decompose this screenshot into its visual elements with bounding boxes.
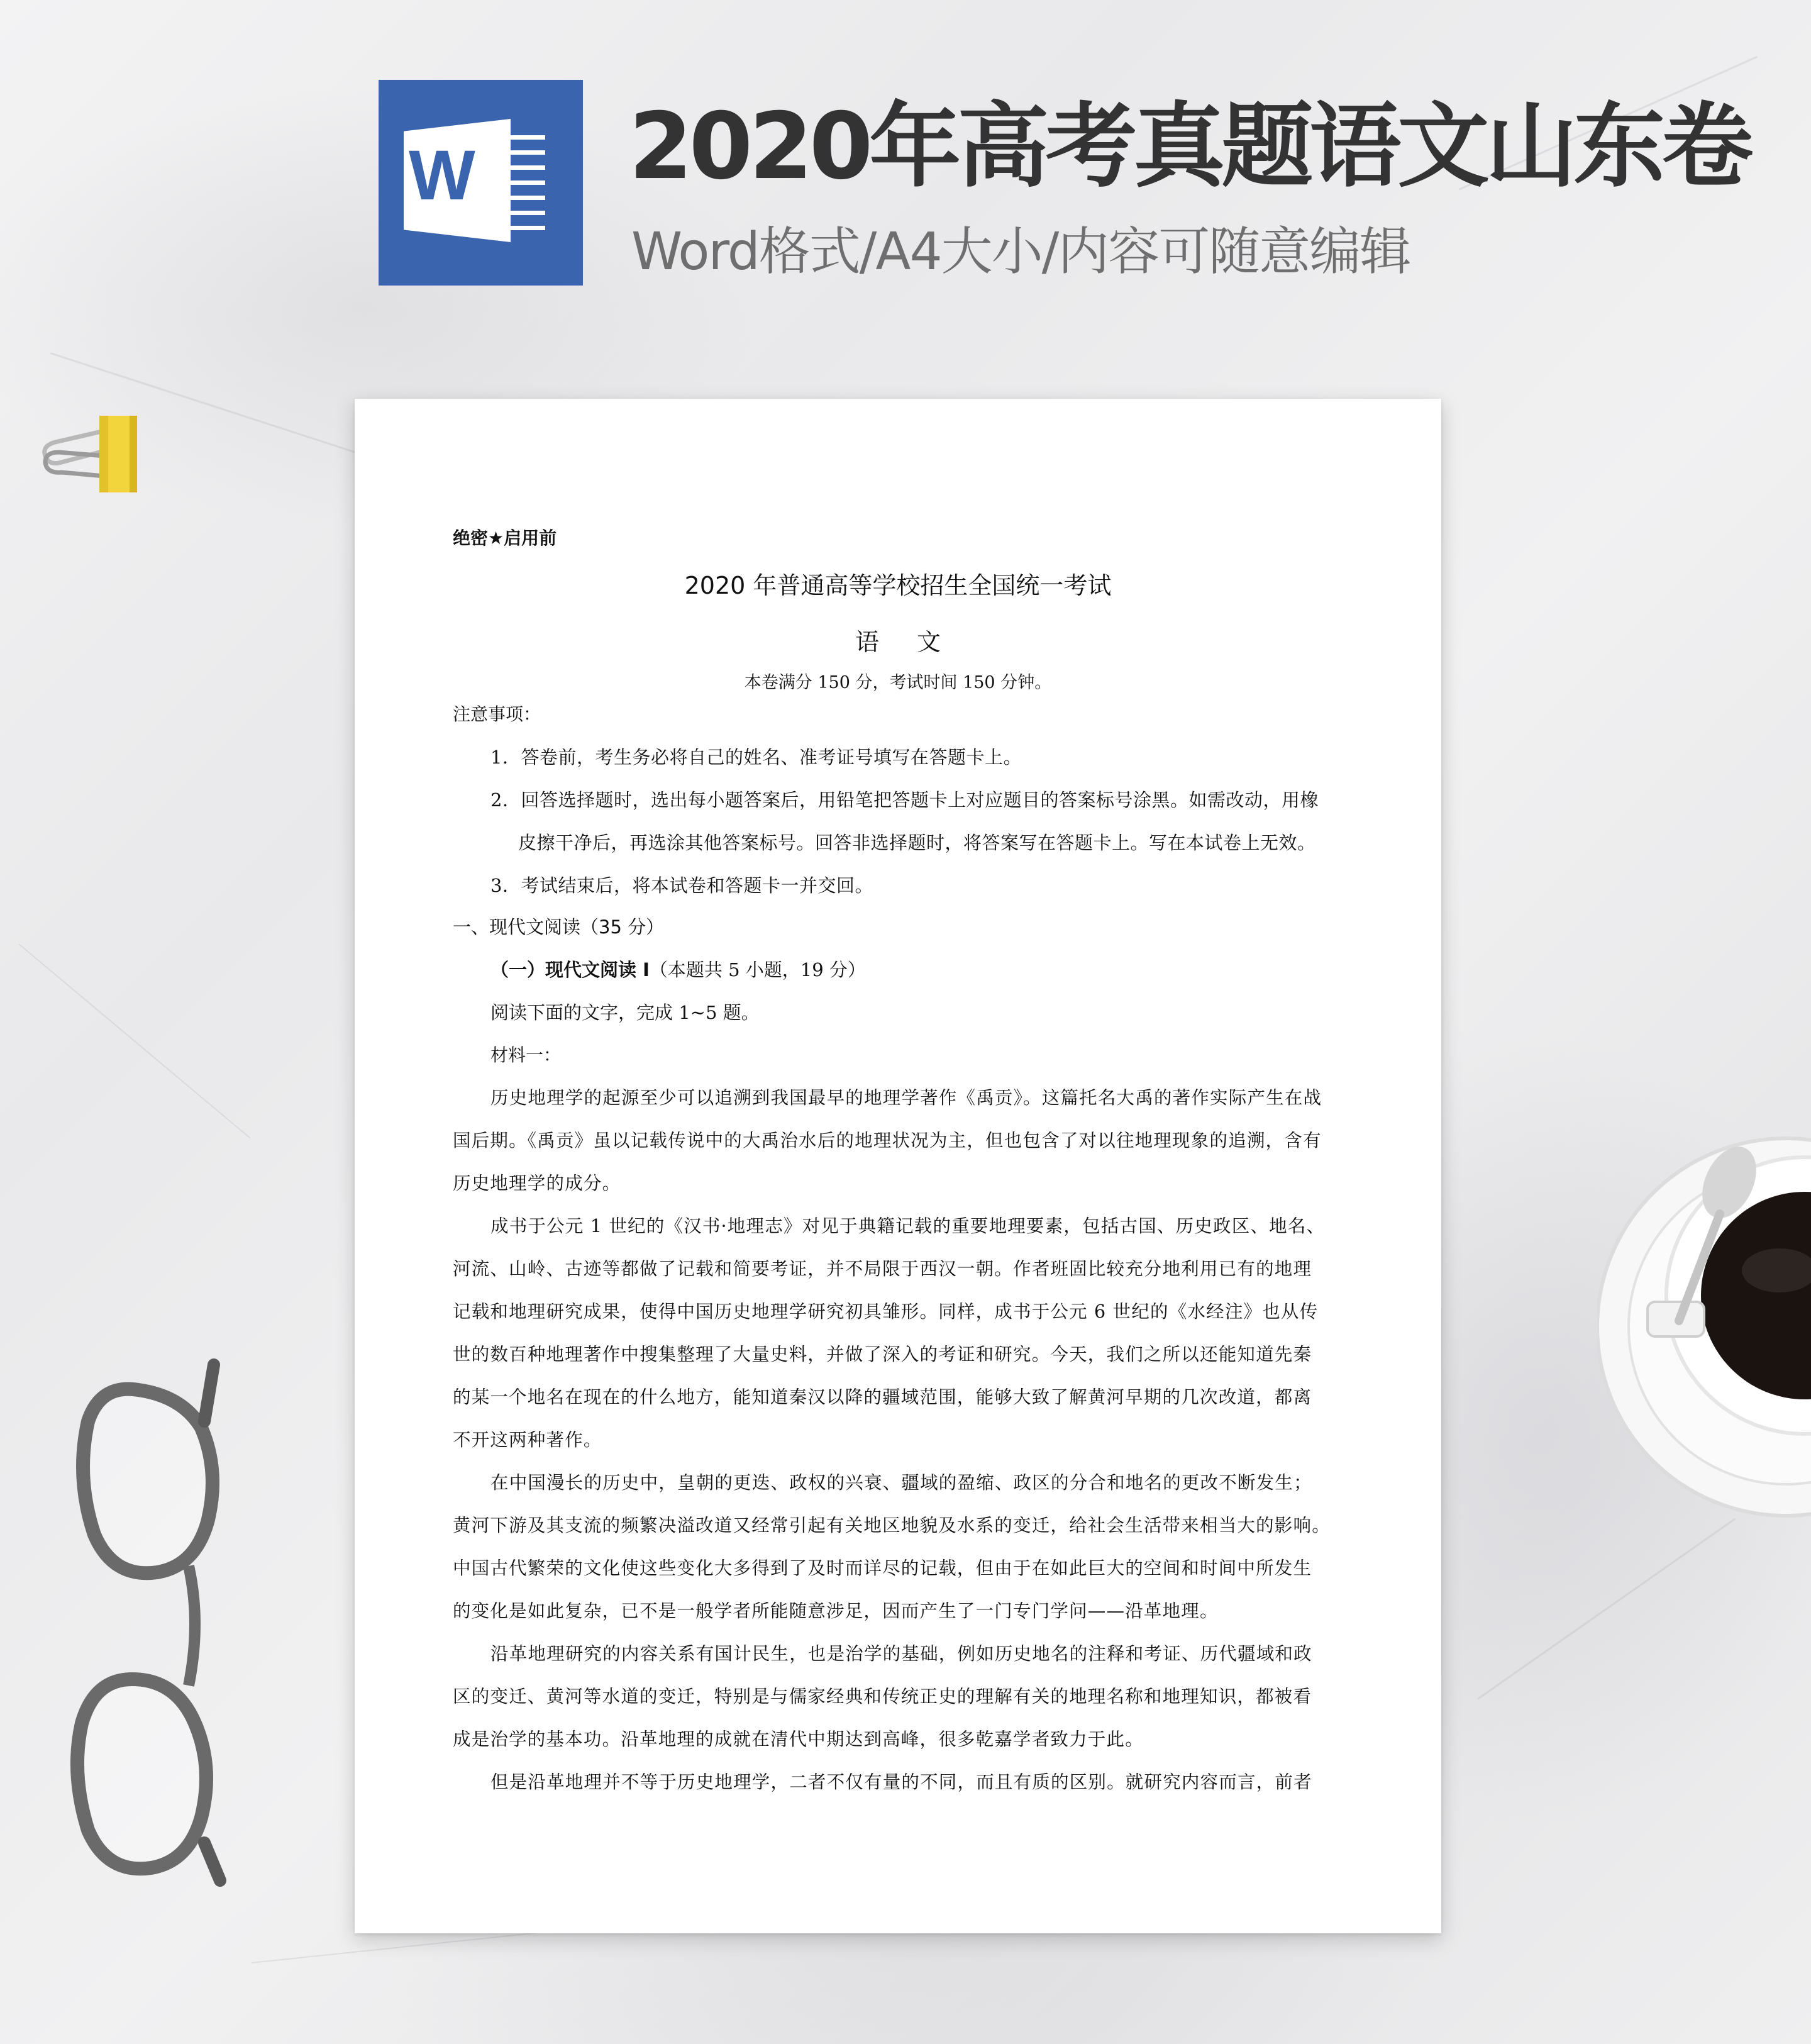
notice-item: 3．考试结束后，将本试卷和答题卡一并交回。 bbox=[490, 875, 873, 896]
paragraph-line: 中国古代繁荣的文化使这些变化大多得到了及时而详尽的记载，但由于在如此巨大的空间和时间中所发生 bbox=[453, 1558, 1312, 1579]
paragraph-line: 在中国漫长的历史中，皇朝的更迭、政权的兴衰、疆域的盈缩、政区的分合和地名的更改不断发生； bbox=[490, 1472, 1312, 1493]
document-page bbox=[355, 399, 1441, 1933]
subject-title: 语文 bbox=[855, 628, 978, 656]
paragraph-line: 历史地理学的成分。 bbox=[453, 1173, 621, 1194]
score-info: 本卷满分 150 分，考试时间 150 分钟。 bbox=[744, 673, 1052, 692]
paragraph-line: 但是沿革地理并不等于历史地理学，二者不仅有量的不同，而且有质的区别。就研究内容而言，前者 bbox=[490, 1772, 1312, 1792]
paragraph-line: 成书于公元 1 世纪的《汉书·地理志》对见于典籍记载的重要地理要素，包括古国、历史政区、地名、 bbox=[490, 1216, 1326, 1236]
coffee-cup-icon bbox=[1597, 1107, 1811, 1547]
text-line-icon bbox=[506, 150, 545, 155]
paragraph-line: 的某一个地名在现在的什么地方，能知道秦汉以降的疆域范围，能够大致了解黄河早期的几次改道，都离 bbox=[453, 1387, 1312, 1408]
notice-heading: 注意事项： bbox=[453, 704, 541, 725]
page-title: 2020年高考真题语文山东卷 bbox=[629, 93, 1750, 200]
text-line-icon bbox=[506, 181, 545, 185]
notice-item: 1．答卷前，考生务必将自己的姓名、准考证号填写在答题卡上。 bbox=[490, 747, 1022, 768]
text-line-icon bbox=[506, 226, 545, 230]
paragraph-line: 记载和地理研究成果，使得中国历史地理学研究初具雏形。同样，成书于公元 6 世纪的《水经注》也从传 bbox=[453, 1301, 1319, 1322]
word-letter: W bbox=[409, 136, 475, 214]
text-line-icon bbox=[506, 211, 545, 215]
notice-item-continued: 皮擦干净后，再选涂其他答案标号。回答非选择题时，将答案写在答题卡上。写在本试卷上无效。 bbox=[518, 832, 1316, 853]
subsection-heading bbox=[490, 961, 866, 979]
section-heading: 一、现代文阅读（35 分） bbox=[453, 916, 665, 938]
eyeglasses-icon bbox=[63, 1352, 252, 1887]
paragraph-line: 不开这两种著作。 bbox=[453, 1430, 602, 1450]
text-line-icon bbox=[506, 196, 545, 200]
paragraph-line: 黄河下游及其支流的频繁决溢改道又经常引起有关地区地貌及水系的变迁，给社会生活带来相当大的影响。 bbox=[453, 1515, 1331, 1536]
exam-title: 2020 年普通高等学校招生全国统一考试 bbox=[684, 572, 1112, 599]
paragraph-line: 河流、山岭、古迹等都做了记载和简要考证，并不局限于西汉一朝。作者班固比较充分地利用已有的地理 bbox=[453, 1258, 1312, 1279]
paragraph-line: 沿革地理研究的内容关系有国计民生，也是治学的基础，例如历史地名的注释和考证、历代疆域和政 bbox=[490, 1643, 1312, 1664]
binder-clip-icon bbox=[36, 412, 143, 497]
paragraph-line: 区的变迁、黄河等水道的变迁，特别是与儒家经典和传统正史的理解有关的地理名称和地理知识，都被看 bbox=[453, 1686, 1312, 1707]
page-subtitle: Word格式/A4大小/内容可随意编辑 bbox=[631, 222, 1410, 282]
paragraph-line: 历史地理学的起源至少可以追溯到我国最早的地理学著作《禹贡》。这篇托名大禹的著作实际产生在战 bbox=[490, 1087, 1322, 1108]
marble-vein bbox=[18, 943, 250, 1138]
subsection-details: （本题共 5 小题，19 分） bbox=[649, 959, 866, 980]
paragraph-line: 的变化是如此复杂，已不是一般学者所能随意涉足，因而产生了一门专门学问——沿革地理。 bbox=[453, 1601, 1219, 1621]
word-logo-icon bbox=[379, 80, 583, 286]
confidential-label: 绝密★启用前 bbox=[453, 528, 557, 548]
text-line-icon bbox=[506, 135, 545, 140]
text-line-icon bbox=[506, 165, 545, 170]
paragraph-line: 国后期。《禹贡》虽以记载传说中的大禹治水后的地理状况为主，但也包含了对以往地理现象的追溯，含有 bbox=[453, 1130, 1322, 1151]
notice-item: 2．回答选择题时，选出每小题答案后，用铅笔把答题卡上对应题目的答案标号涂黑。如需改动，用橡 bbox=[490, 789, 1319, 811]
reading-instruction: 阅读下面的文字，完成 1~5 题。 bbox=[490, 1002, 760, 1023]
material-heading: 材料一： bbox=[490, 1045, 562, 1065]
paragraph-line: 成是治学的基本功。沿革地理的成就在清代中期达到高峰，很多乾嘉学者致力于此。 bbox=[453, 1729, 1144, 1750]
paragraph-line: 世的数百种地理著作中搜集整理了大量史料，并做了深入的考证和研究。今天，我们之所以还能知道先秦 bbox=[453, 1344, 1312, 1365]
subsection-title: （一）现代文阅读 I bbox=[490, 959, 650, 980]
